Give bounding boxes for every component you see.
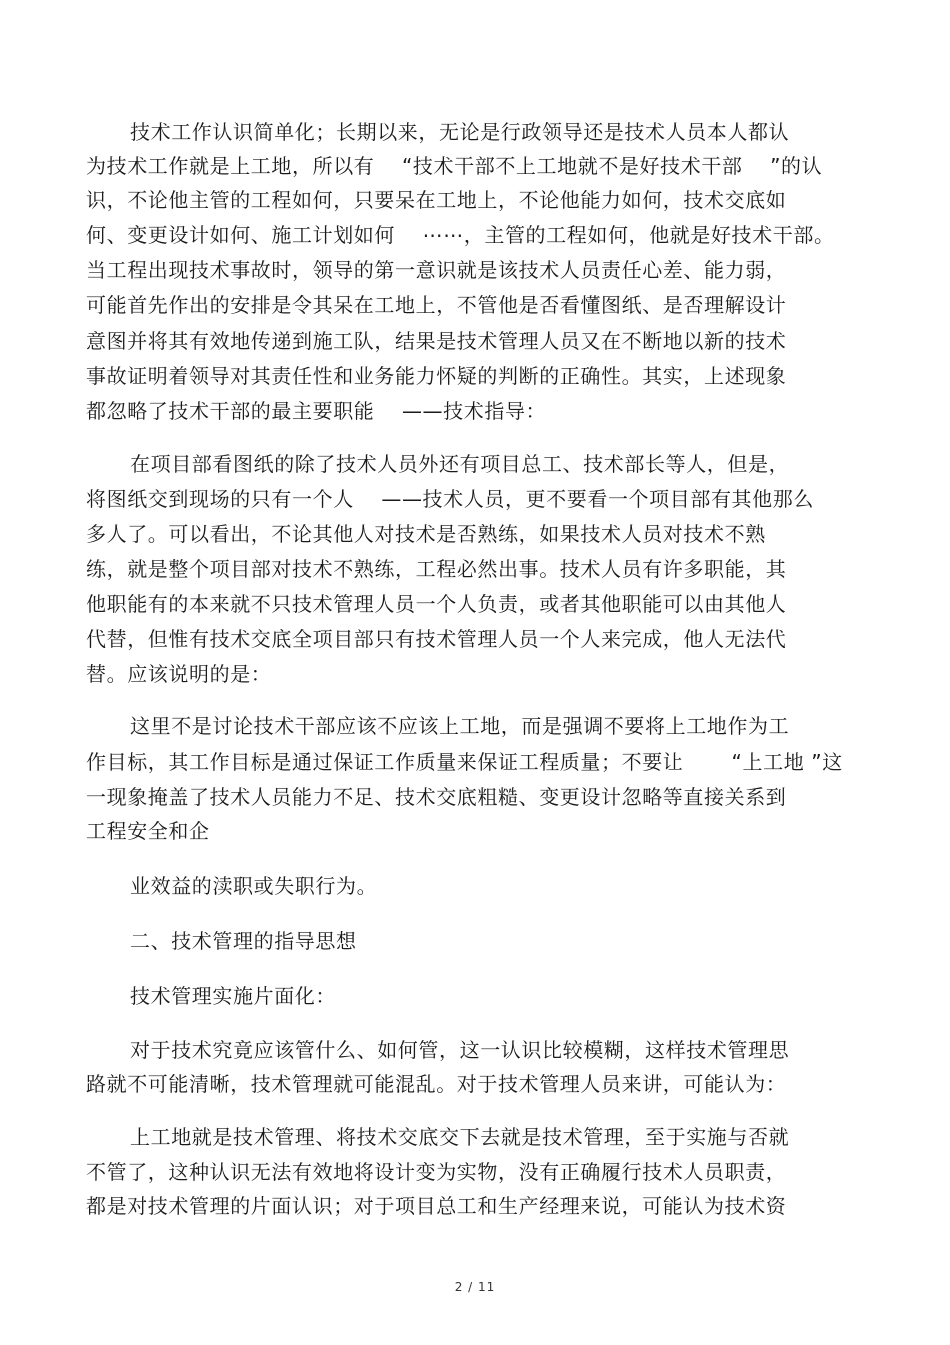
paragraph-1-line-2: 为技术工作就是上工地，所以有 “技术干部不上工地就不是好技术干部 ”的认 <box>86 154 823 178</box>
paragraph-7-line-1: 对于技术究竟应该管什么、如何管，这一认识比较模糊，这样技术管理思 <box>130 1038 790 1062</box>
paragraph-1-line-5: 当工程出现技术事故时，领导的第一意识就是该技术人员责任心差、能力弱， <box>86 258 787 282</box>
paragraph-2-line-2: 将图纸交到现场的只有一个人 ——技术人员，更不要看一个项目部有其他那么 <box>86 487 814 511</box>
paragraph-1-line-9: 都忽略了技术干部的最主要职能 ——技术指导： <box>86 399 547 423</box>
paragraph-3-line-1: 这里不是讨论技术干部应该不应该上工地，而是强调不要将上工地作为工 <box>130 714 790 738</box>
paragraph-2-line-5: 他职能有的本来就不只技术管理人员一个人负责，或者其他职能可以由其他人 <box>86 592 787 616</box>
paragraph-1-line-3: 识，不论他主管的工程如何，只要呆在工地上，不论他能力如何，技术交底如 <box>86 188 787 212</box>
paragraph-2-line-4: 练，就是整个项目部对技术不熟练，工程必然出事。技术人员有许多职能，其 <box>86 557 787 581</box>
paragraph-8-line-3: 都是对技术管理的片面认识；对于项目总工和生产经理来说，可能认为技术资 <box>86 1194 787 1218</box>
paragraph-2-line-3: 多人了。可以看出，不论其他人对技术是否熟练，如果技术人员对技术不熟 <box>86 522 766 546</box>
paragraph-3-line-3: 一现象掩盖了技术人员能力不足、技术交底粗糙、变更设计忽略等直接关系到 <box>86 785 787 809</box>
paragraph-1-line-7: 意图并将其有效地传递到施工队，结果是技术管理人员又在不断地以新的技术 <box>86 329 787 353</box>
paragraph-1-line-6: 可能首先作出的安排是令其呆在工地上，不管他是否看懂图纸、是否理解设计 <box>86 293 787 317</box>
paragraph-8-line-2: 不管了，这种认识无法有效地将设计变为实物，没有正确履行技术人员职责， <box>86 1160 787 1184</box>
total-pages: 11 <box>478 1280 496 1294</box>
paragraph-2-line-7: 替。应该说明的是： <box>86 662 272 686</box>
paragraph-3-line-2: 作目标，其工作目标是通过保证工作质量来保证工程质量；不要让 “上工地 ”这 <box>86 750 843 774</box>
page-footer <box>0 1280 950 1294</box>
section-heading: 二、技术管理的指导思想 <box>130 929 357 953</box>
paragraph-1-line-8: 事故证明着领导对其责任性和业务能力怀疑的判断的正确性。其实，上述现象 <box>86 364 787 388</box>
paragraph-2-line-1: 在项目部看图纸的除了技术人员外还有项目总工、技术部长等人，但是， <box>130 452 790 476</box>
paragraph-4-line-1: 业效益的渎职或失职行为。 <box>130 874 378 898</box>
paragraph-6-line-1: 技术管理实施片面化： <box>130 984 336 1008</box>
paragraph-8-line-1: 上工地就是技术管理、将技术交底交下去就是技术管理，至于实施与否就 <box>130 1125 790 1149</box>
paragraph-2-line-6: 代替，但惟有技术交底全项目部只有技术管理人员一个人来完成，他人无法代 <box>86 627 787 651</box>
paragraph-3-line-4: 工程安全和企 <box>86 819 210 843</box>
paragraph-1-line-1: 技术工作认识简单化；长期以来，无论是行政领导还是技术人员本人都认 <box>130 120 790 144</box>
page-number: 2 <box>454 1280 464 1294</box>
page-separator: / <box>468 1280 474 1294</box>
paragraph-1-line-4: 何、变更设计如何、施工计划如何 ⋯⋯，主管的工程如何，他就是好技术干部。 <box>86 223 835 247</box>
paragraph-7-line-2: 路就不可能清晰，技术管理就可能混乱。对于技术管理人员来讲，可能认为： <box>86 1072 787 1096</box>
